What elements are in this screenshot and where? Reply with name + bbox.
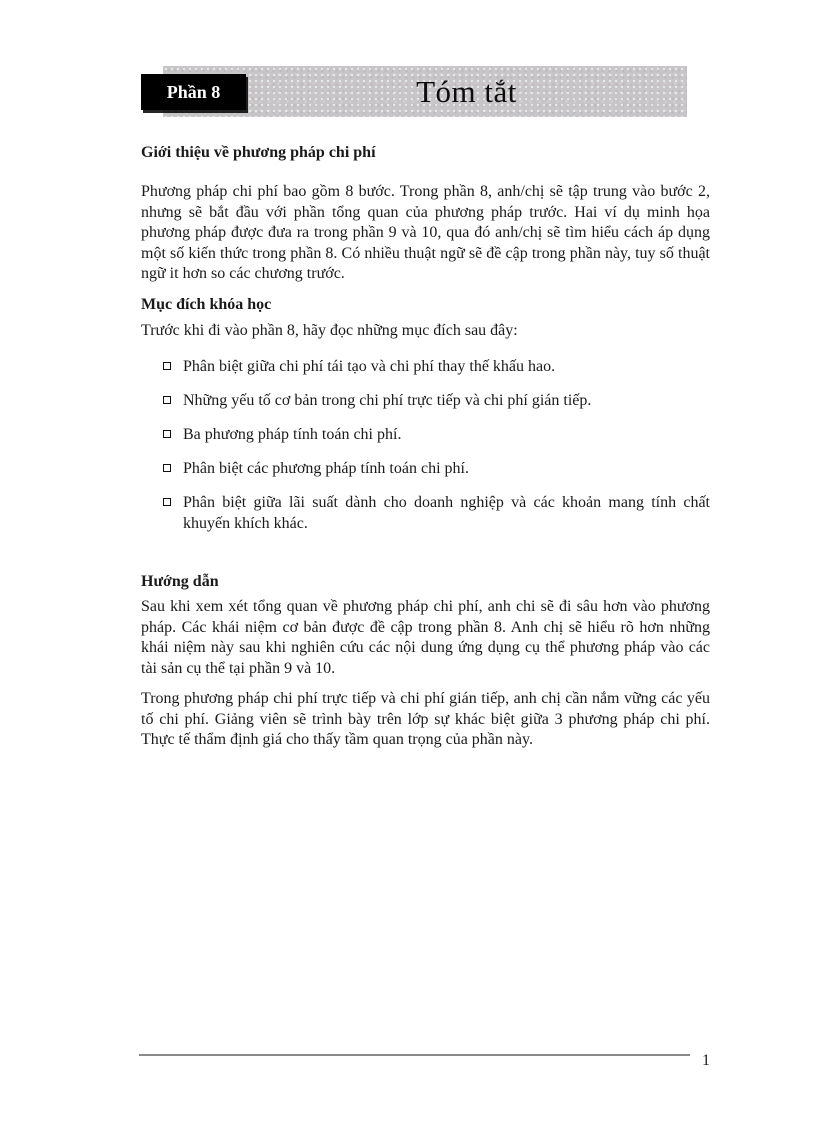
guide-paragraph-2: Trong phương pháp chi phí trực tiếp và chi phí gián tiếp, anh chị cần nắm vững các yếu tố chi phí. Giảng viên sẽ trình bày trên lớp sự khác biệt giữa 3 phương pháp chi phí. Thực tế thẩm định giá cho thấy tầm quan trọng của phần này.	[141, 690, 710, 748]
checklist-item-text: Phân biệt giữa chi phí tái tạo và chi phí thay thế khấu hao.	[183, 358, 556, 375]
objectives-intro: Trước khi đi vào phần 8, hãy đọc những mục đích sau đây:	[141, 322, 518, 339]
guide-paragraph-1: Sau khi xem xét tổng quan về phương pháp chi phí, anh chi sẽ đi sâu hơn vào phương pháp. Các khái niệm cơ bản được đề cập trong phần 8. Anh chị sẽ hiểu rõ hơn những khái niệm này sau khi nghiên cứu các nội dung ứng dụng cụ thể phương pháp vào các tài sản cụ thể tại phần 9 và 10.	[141, 598, 710, 677]
checklist-item-text: Những yếu tố cơ bản trong chi phí trực tiếp và chi phí gián tiếp.	[183, 392, 592, 409]
checkbox-icon	[163, 464, 171, 472]
checkbox-icon	[163, 430, 171, 438]
checklist-item	[141, 493, 710, 534]
objectives-checklist	[141, 357, 710, 548]
checklist-item-text: Ba phương pháp tính toán chi phí.	[183, 426, 402, 443]
checkbox-icon	[163, 362, 171, 370]
checklist-item	[141, 425, 710, 446]
section-label	[141, 74, 246, 110]
intro-paragraph: Phương pháp chi phí bao gồm 8 bước. Trong phần 8, anh/chị sẽ tập trung vào bước 2, nhưng sẽ bắt đầu với phần tổng quan của phương pháp trước. Hai ví dụ minh họa phương pháp được đưa ra trong phần 9 và 10, qua đó anh/chị sẽ tìm hiểu cách áp dụng một số kiến thức trong phần 8. Có nhiều thuật ngữ sẽ đề cập trong phần này, tuy số thuật ngữ it hơn so các chương trước.	[141, 183, 710, 282]
checkbox-icon	[163, 396, 171, 404]
page-title: Tóm tắt	[416, 74, 517, 109]
section-heading-guide: Hướng dẫn	[141, 573, 219, 590]
checkbox-icon	[163, 498, 171, 506]
checklist-item-text: Phân biệt các phương pháp tính toán chi phí.	[183, 460, 469, 477]
section-heading-intro: Giới thiệu về phương pháp chi phí	[141, 144, 376, 161]
checklist-item	[141, 357, 710, 378]
page-number: 1	[702, 1052, 710, 1069]
footer-rule	[139, 1054, 690, 1056]
section-heading-objectives: Mục đích khóa học	[141, 296, 272, 313]
section-label-text: Phần 8	[166, 81, 221, 102]
checklist-item	[141, 459, 710, 480]
checklist-item-text: Phân biệt giữa lãi suất dành cho doanh nghiệp và các khoản mang tính chất khuyến khích khác.	[183, 494, 710, 532]
checklist-item	[141, 391, 710, 412]
